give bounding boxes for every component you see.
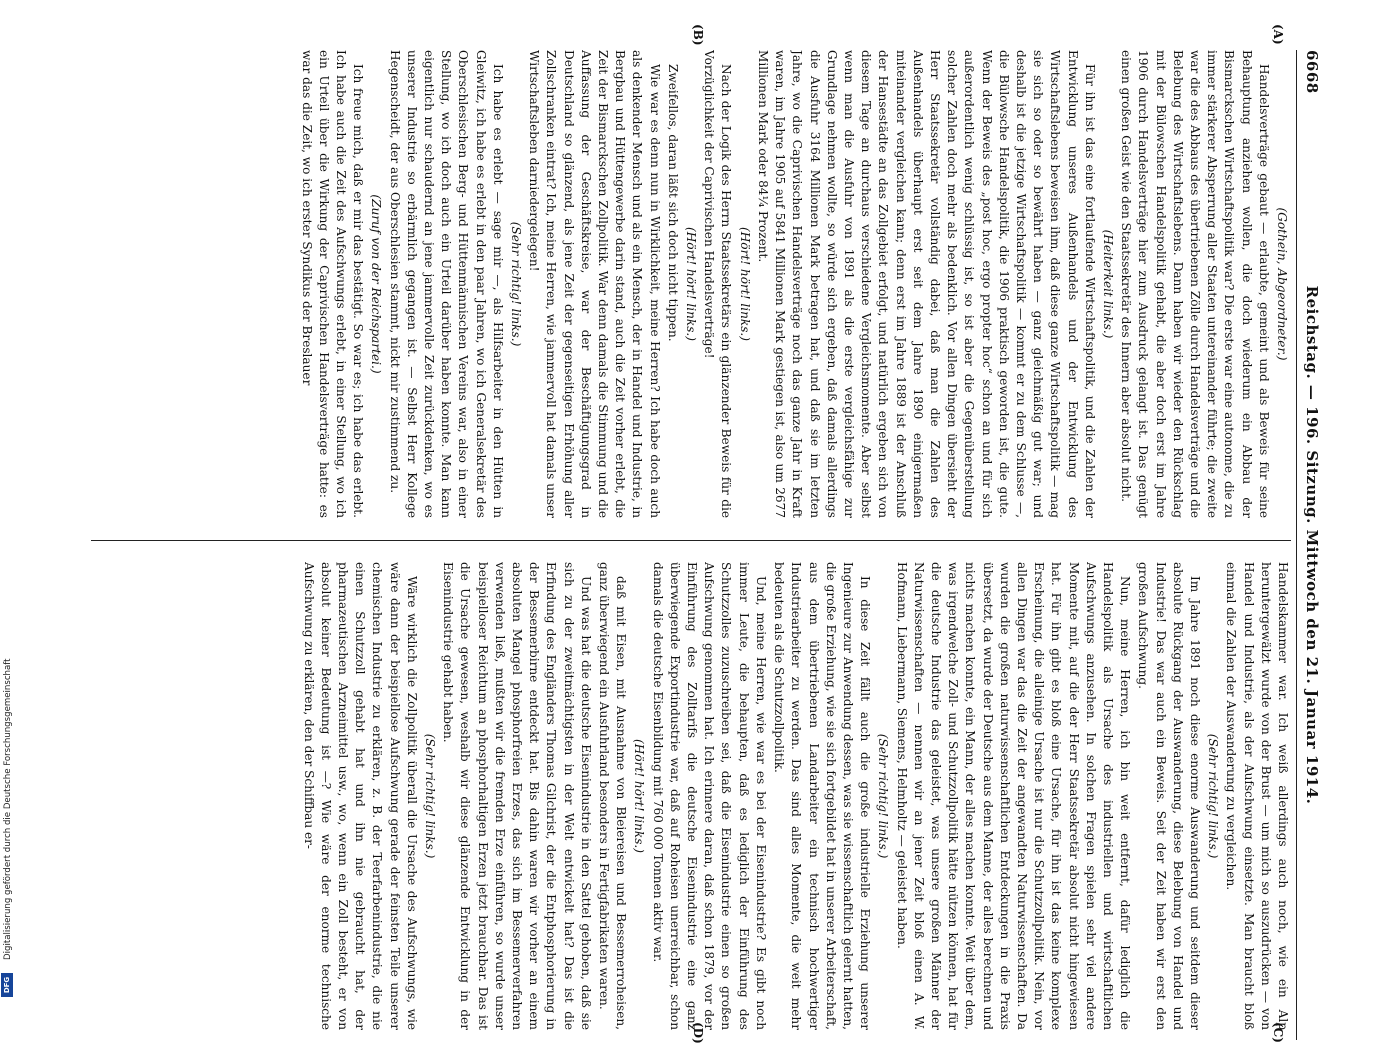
interjection: (Hört! hört! links.) bbox=[684, 227, 699, 341]
column-divider bbox=[91, 540, 1291, 541]
interjection: (Hört! hört! links.) bbox=[737, 227, 752, 341]
interjection: (Sehr richtig! links.) bbox=[509, 221, 524, 347]
paragraph: Ich habe es erlebt — sage mir —, als Hilfsarbeiter in den Hütten in Gleiwitz, ich habe es erlebt in den paar Jahren, wo ich Generalsekretär des Oberschlesischen Berg- und Hüttenmännischen Vereins war, also in einer Stellung, wo ich doch auch ein Urteil darüber haben konnte. Man kann eigentlich nur schaudernd an jene jammervolle Zeit zurückdenken, wo es unserer Industrie so erbärmlich gegangen ist. — Selbst Herr Kollege Hegenscheidt, der aus Oberschlesien stammt, nickt mir zustimmend zu. bbox=[387, 50, 505, 518]
paragraph: Wie war es denn nun in Wirklichkeit, meine Herren? Ich habe doch auch als denkender Mensch und als ein Mensch, der in Handel und Industrie, in Bergbau und Hüttengewerbe darin stand, auch die Zeit vorher erlebt, die Zeit der Bismarckschen Zollpolitik. War denn damals die Stimmung und die Auffassung der Geschäftskreise, war der Beschäftigungsgrad in Deutschland so glänzend, als jene Zeit der gegenseitigen Erhöhung aller Zollschranken eintrat? Ich, meine Herren, wie jammervoll hat damals unser Wirtschaftsleben darniedergelegen! bbox=[527, 50, 662, 518]
margin-mark-d: (D) bbox=[691, 1022, 705, 1044]
paragraph: In diese Zeit fällt auch die große industrielle Erziehung unserer Ingenieure zur Anwendung dessen, was sie wissenschaftlich gelernt hatten, die große Erziehung, wie sie sich fortgebildet hat in unserer Arbeiterschaft, aus dem übertriebenen Landarbeiter ein technisch hochwertiger Industriearbeiter zu werden. Das sind alles Momente, die weit mehr bedeuten als die Schutzzollpolitik. bbox=[772, 562, 873, 1030]
right-column bbox=[91, 562, 1291, 1030]
paragraph: Handelsverträge gebaut — erlaubte, gemeint und als Beweis für seine Behauptung anziehen wollen, die doch wiederum ein Abbau der Bismarckschen Wirtschaftspolitik war? Die erste war eine autonome, die zu immer stärkerer Absperrung aller Staaten untereinander führte; die zweite war die des Abbaus des übertriebenen Zölle durch Handelsverträge und die Belebung des Wirtschaftslebens. Dann haben wir wieder den Rückschlag mit der Bülowschen Handelspolitik gehabt, die aber doch erst im Jahre 1906 durch Handelsverträge hier zum Ausdruck gelangt ist. Das genügt einen großen Geist wie den Staatssekretär des Innern aber absolut nicht. bbox=[1119, 50, 1271, 518]
page-header bbox=[1299, 50, 1325, 1040]
header-rule bbox=[1296, 50, 1297, 1040]
margin-mark-a: (A) bbox=[1271, 24, 1285, 45]
paragraph: Nun, meine Herren, ich bin weit entfernt, dafür lediglich die Handelspolitik als Ursache des industriellen und wirtschaftlichen Aufschwungs anzusehen. In solchen Fragen spielen sehr viel andere Momente mit, auf die der Herr Staatssekretär absolut nicht hingewiesen hat. Für ihn gibt es bloß eine Ursache, für ihn ist das keine komplexe Erscheinung, die alleinige Ursache ist nur die Schutzzollpolitik. Nein, vor allen Dingen war das die Zeit der angewandten Naturwissenschaften. Da wurden die großen naturwissenschaftlichen Entdeckungen in die Praxis übersetzt, da wurde der Deutsche aus dem Manne, der alles berechnen und nichts machen konnte, ein Mann, der alles machen konnte. Weit über dem, was irgendwelche Zoll- und Schutzzollpolitik hätte nützen können, hat für die deutsche Industrie das geleistet, was unsere großen Männer der Naturwissenschaften — nennen wir an jener Zeit bloß einen A. W. Hofmann, Liebermann, Siemens, Helmholtz — geleistet haben. bbox=[894, 562, 1133, 1030]
dfg-logo bbox=[1, 973, 13, 997]
margin-mark-c: (C) bbox=[1271, 1022, 1285, 1043]
paragraph: daß mit Eisen, mit Ausnahme von Bleiereisen und Bessemerroheisen, ganz überwiegend ein Ausfuhrland besonders in Fertigfabrikaten waren. bbox=[597, 562, 629, 1030]
rotated-page-content bbox=[75, 24, 1325, 1044]
page-number: 6668 bbox=[1303, 50, 1321, 94]
interjection: (Sehr richtig! links.) bbox=[423, 733, 438, 859]
interjection: (Gothein, Abgeordneter.) bbox=[1275, 207, 1289, 361]
paragraph: Handelskammer war. Ich weiß allerdings auch noch, wie ein Alp heruntergewälzt wurde von der Brust — um mich so auszudrücken — von Handel und Industrie, als der Aufschwung einsetzte. Man braucht bloß einmal die Zahlen der Auswanderung zu vergleichen. bbox=[1224, 562, 1290, 1030]
paragraph: Ich freue mich, daß er mir das bestätigt. So war es; ich habe das erlebt. Ich habe auch die Zeit des Aufschwungs erlebt, in einer Stellung, wo ich ein Urteil über die Wirkung der Caprivischen Handelsverträge hatte: es war das die Zeit, wo ich erster Syndikus der Breslauer bbox=[299, 50, 366, 518]
left-column bbox=[91, 50, 1291, 518]
margin-mark-b: (B) bbox=[691, 24, 705, 46]
interjection: (Hört! hört! links.) bbox=[632, 739, 647, 853]
dfg-logo-text: DFG bbox=[3, 976, 11, 994]
paragraph: Für ihn ist das eine fortlaufende Wirtschaftspolitik, und die Zahlen der Entwicklung unseres Außenhandels und der Entwicklung des Wirtschaftslebens beweisen ihm, daß diese ganze Wirtschaftspolitik — mag sie sich so oder so bewährt haben — ganz gleichmäßig gut war; und deshalb ist die jetzige Wirtschaftspolitik — kommt er zu dem Schlusse —, die Bülowsche Handelspolitik, die 1906 praktisch geworden ist, die gute. Wenn der Beweis des „post hoc, ergo propter hoc“ schon an und für sich außerordentlich wenig schlüssig ist, so ist aber die Gegenüberstellung solcher Zahlen doch mehr als bedenklich. Vor allen Dingen übersieht der Herr Staatssekretär vollständig dabei, daß man die Zahlen des Außenhandels überhaupt erst seit dem Jahre 1890 einigermaßen miteinander vergleichen kann; denn erst im Jahre 1889 ist der Anschluß der Hansestädte an das Zollgebiet erfolgt, und natürlich ergeben sich von diesem Tage an durchaus verschiedene Vergleichsmomente. Aber selbst wenn man die Ausfuhr von 1891 als die erste vergleichsfähige zur Grundlage nehmen wollte, so würde sich ergeben, daß damals allerdings die Ausfuhr 3164 Millionen Mark betragen hat, und daß sie im letzten Jahre, wo die Caprivischen Handelsverträge noch das ganze Jahr in Kraft waren, im Jahre 1905 auf 5841 Millionen Mark gestiegen ist, also um 2677 Millionen Mark oder 84¼ Prozent. bbox=[755, 50, 1097, 518]
interjection: (Sehr richtig! links.) bbox=[876, 733, 891, 859]
footer-credit: Digitalisierung gefördert durch die Deutsche Forschungsgemeinschaft bbox=[3, 658, 13, 960]
interjection: (Zuruf von der Reichspartei.) bbox=[369, 194, 384, 374]
running-title: Reichstag. — 196. Sitzung. Mittwoch den 21. Januar 1914. bbox=[1303, 285, 1321, 805]
paragraph: Im Jahre 1891 noch diese enorme Auswanderung und seitdem dieser absolute Rückgang der Auswanderung, diese Belebung von Handel und Industrie! Das war auch ein Beweis. Seit der Zeit haben wir erst den großen Aufschwung. bbox=[1136, 562, 1202, 1030]
paragraph: Und was hat die deutsche Eisenindustrie in den Sattel gehoben, daß sie sich zu der zweitmächtigsten in der Welt entwickelt hat? Das ist die Erfindung des Engländers Thomas Gilchrist, der die Entphosphorierung in der Bessemerbirne entdeckt hat. Bis dahin waren wir vorher an einem absoluten Mangel phosphorfreien Erzes, das sich im Bessemerverfahren verwenden ließ, mußten wir die fremden Erze einführen, so wurde unser beispielloser Reichtum an phosphorhaltigen Erzen jetzt brauchbar. Das ist die Ursache gewesen, weshalb wir diese glänzende Entwicklung in der Eisenindustrie gehabt haben. bbox=[441, 562, 593, 1030]
interjection: (Sehr richtig! links.) bbox=[1206, 733, 1221, 859]
interjection: (Heiterkeit links.) bbox=[1100, 229, 1115, 339]
paragraph: Nach der Logik des Herrn Staatssekretärs ein glänzender Beweis für die Vorzüglichkeit der Caprivischen Handelsverträge! bbox=[702, 50, 734, 518]
paragraph: Und, meine Herren, wie war es bei der Eisenindustrie? Es gibt noch immer Leute, die behaupten, daß es lediglich der Einführung des Schutzzolles zuzuschreiben sei, daß die Eisenindustrie einen so großen Aufschwung genommen hat. Ich erinnere daran, daß schon 1879, vor der Einführung des Zolltarifs die deutsche Eisenindustrie eine ganz überwiegende Exportindustrie war, daß auf Roheisen unerreichbar, schon damals die deutsche Eisenbildung mit 760 000 Tonnen aktiv war. bbox=[650, 562, 768, 1030]
paragraph: Zweifellos, daran läßt sich doch nicht tippen. bbox=[665, 64, 680, 342]
paragraph: Wäre wirklich die Zollpolitik überall die Ursache des Aufschwungs, wie wäre dann der beispiellose Aufschwung gerade der feinsten Teile unserer chemischen Industrie zu erklären, z. B. der Teerfarbenindustrie, die nie einen Schutzzoll gehabt hat und ihn nie gebraucht hat, der pharmazeutischen Arzneimittel usw., wo, wenn ein Zoll besteht, er von absolut keiner Bedeutung ist —? Wie wäre der enorme technische Aufschwung zu erklären, den der Schiffbau er- bbox=[301, 562, 419, 1030]
